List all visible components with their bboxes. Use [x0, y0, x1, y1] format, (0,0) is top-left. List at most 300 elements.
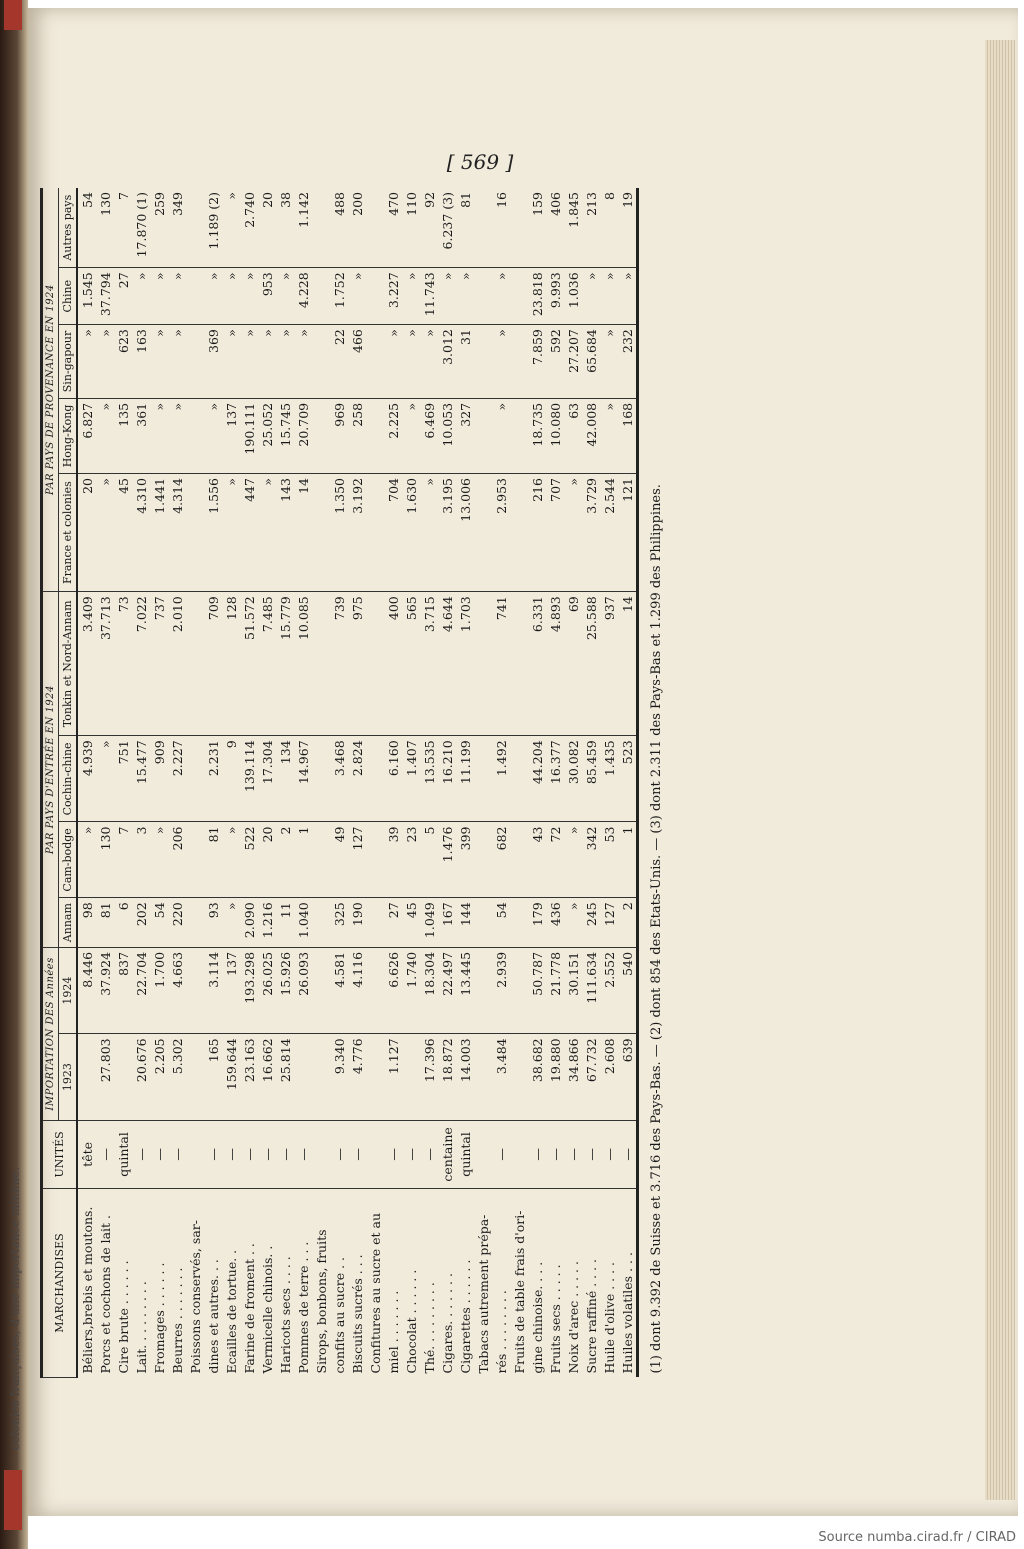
table-cell: 7	[114, 188, 132, 268]
table-cell: »	[222, 325, 240, 399]
table-cell	[366, 325, 384, 399]
table-cell	[366, 947, 384, 1033]
table-cell: 23.818	[528, 268, 546, 325]
table-cell: 406	[546, 188, 564, 268]
table-cell: 163	[132, 325, 150, 399]
table-cell: »	[618, 268, 638, 325]
table-cell: 27.207	[564, 325, 582, 399]
table-cell	[366, 592, 384, 736]
table-row	[420, 188, 438, 1378]
table-cell: 45	[402, 898, 420, 948]
table-cell	[312, 592, 330, 736]
table-cell: »	[96, 473, 114, 591]
table-cell: 14.967	[294, 736, 312, 822]
table-cell: 37.794	[96, 268, 114, 325]
table-cell: 258	[348, 398, 366, 473]
table-cell: 2.740	[240, 188, 258, 268]
col-singapour: Sin-gapour	[59, 325, 78, 399]
table-cell: 20.676	[132, 1034, 150, 1120]
table-cell: 23	[402, 822, 420, 898]
table-cell: »	[222, 822, 240, 898]
table-cell: 49	[330, 822, 348, 898]
table-cell: »	[276, 325, 294, 399]
table-row	[276, 188, 294, 1378]
table-cell: —	[150, 1120, 168, 1188]
table-cell	[474, 325, 492, 399]
table-cell: 6	[114, 898, 132, 948]
table-cell: 4.644	[438, 592, 456, 736]
table-cell	[312, 1034, 330, 1120]
table-cell: 1.752	[330, 268, 348, 325]
table-cell: 1.189 (2)	[204, 188, 222, 268]
table-cell: 2.608	[600, 1034, 618, 1120]
col-1923: 1923	[59, 1034, 78, 1120]
table-cell: 54	[77, 188, 96, 268]
table-row	[384, 188, 402, 1378]
table-cell: 121	[618, 473, 638, 591]
table-cell: 17.304	[258, 736, 276, 822]
table-cell: 8	[600, 188, 618, 268]
table-cell: 16.210	[438, 736, 456, 822]
row-label: Confitures au sucre et au	[367, 1213, 383, 1374]
col-cambodge: Cam-bodge	[59, 822, 78, 898]
table-cell: »	[276, 268, 294, 325]
table-cell: —	[294, 1120, 312, 1188]
table-cell: 466	[348, 325, 366, 399]
table-cell: 30.151	[564, 947, 582, 1033]
table-cell: 37.713	[96, 592, 114, 736]
table-cell: 9.340	[330, 1034, 348, 1120]
table-cell: 704	[384, 473, 402, 591]
table-cell: 25.814	[276, 1034, 294, 1120]
table-cell: 128	[222, 592, 240, 736]
table-cell	[186, 822, 204, 898]
table-cell: 135	[114, 398, 132, 473]
table-cell: 7.485	[258, 592, 276, 736]
table-cell: 4.310	[132, 473, 150, 591]
row-label: Farine de froment . .	[241, 1243, 257, 1374]
table-cell	[510, 188, 528, 268]
table-cell: 20	[258, 188, 276, 268]
group-provenance: PAR PAYS DE PROVENANCE EN 1924	[42, 188, 59, 592]
table-cell: 522	[240, 822, 258, 898]
table-cell: »	[402, 325, 420, 399]
table-cell: »	[168, 268, 186, 325]
table-row	[582, 188, 600, 1378]
table-cell	[474, 188, 492, 268]
row-label: Lait. . . . . . . . .	[133, 1281, 149, 1374]
table-cell: 14.003	[456, 1034, 474, 1120]
table-cell: 4.581	[330, 947, 348, 1033]
table-cell: —	[402, 1120, 420, 1188]
table-cell: 111.634	[582, 947, 600, 1033]
table-row	[348, 188, 366, 1378]
group-entry: PAR PAYS D'ENTRÉE EN 1924	[42, 592, 59, 948]
table-cell: »	[150, 398, 168, 473]
table-cell	[186, 898, 204, 948]
table-cell: 2	[618, 898, 638, 948]
table-cell: 1.036	[564, 268, 582, 325]
table-cell: 137	[222, 947, 240, 1033]
table-cell: 44.204	[528, 736, 546, 822]
page-number: [ 569 ]	[446, 150, 514, 174]
table-cell: »	[456, 268, 474, 325]
row-label: Vermicelle chinois. .	[259, 1245, 275, 1374]
table-cell: —	[528, 1120, 546, 1188]
table-cell: 18.735	[528, 398, 546, 473]
table-cell	[474, 268, 492, 325]
table-cell: 470	[384, 188, 402, 268]
table-cell: 7	[114, 822, 132, 898]
table-cell: 751	[114, 736, 132, 822]
table-cell: 159	[528, 188, 546, 268]
table-cell: 1.142	[294, 188, 312, 268]
table-cell: 400	[384, 592, 402, 736]
table-cell: 14	[294, 473, 312, 591]
table-cell: 165	[204, 1034, 222, 1120]
table-row	[618, 188, 638, 1378]
table-cell: 1.845	[564, 188, 582, 268]
table-row	[510, 188, 528, 1378]
table-cell: 2.227	[168, 736, 186, 822]
table-cell: 54	[150, 898, 168, 948]
table-cell	[312, 1120, 330, 1188]
table-cell	[366, 473, 384, 591]
table-cell: 2.953	[492, 473, 510, 591]
table-cell: —	[600, 1120, 618, 1188]
table-cell	[474, 947, 492, 1033]
row-label: Haricots secs . . . .	[277, 1256, 293, 1374]
table-cell: 220	[168, 898, 186, 948]
table-cell: »	[420, 473, 438, 591]
table-cell: 27.803	[96, 1034, 114, 1120]
row-label: dines et autres. . .	[205, 1259, 221, 1374]
table-cell: »	[402, 268, 420, 325]
table-cell: 1.435	[600, 736, 618, 822]
row-label: Poissons conservés, sar-	[187, 1220, 203, 1374]
table-cell: 540	[618, 947, 638, 1033]
table-row	[600, 188, 618, 1378]
table-cell	[510, 398, 528, 473]
row-label: Thé. . . . . . . . .	[421, 1282, 437, 1374]
table-cell: »	[258, 325, 276, 399]
table-cell: »	[77, 822, 96, 898]
table-cell: »	[600, 325, 618, 399]
table-cell: »	[564, 822, 582, 898]
table-cell: tête	[77, 1120, 96, 1188]
row-label: Cigares. . . . . . .	[439, 1273, 455, 1374]
table-cell: 2.205	[150, 1034, 168, 1120]
table-cell: 25.588	[582, 592, 600, 736]
table-cell: 488	[330, 188, 348, 268]
table-cell	[474, 898, 492, 948]
table-cell: —	[384, 1120, 402, 1188]
table-cell: 3.114	[204, 947, 222, 1033]
source-credit: Source numba.cirad.fr / CIRAD	[818, 1530, 1016, 1545]
table-cell: 1.040	[294, 898, 312, 948]
table-cell: 13.445	[456, 947, 474, 1033]
row-label: gine chinoise. . . .	[529, 1261, 545, 1374]
margin-text: colonies françaises, d'une importance minime.	[8, 1166, 22, 1450]
table-cell: 1.703	[456, 592, 474, 736]
table-row	[528, 188, 546, 1378]
table-cell: —	[564, 1120, 582, 1188]
table-cell: 15.477	[132, 736, 150, 822]
table-cell: 3.012	[438, 325, 456, 399]
table-cell: 17.396	[420, 1034, 438, 1120]
table-cell: 17.870 (1)	[132, 188, 150, 268]
table-cell: 20	[77, 473, 96, 591]
row-label: Huiles volatiles . . .	[618, 1189, 638, 1378]
table-cell: 3.195	[438, 473, 456, 591]
footnote: (1) dont 9.392 de Suisse et 3.716 des Pays-Bas. — (2) dont 854 des Etats-Unis. — (3) dont 2.311 des Pays-Bas et 1.299 des Philippines.	[648, 484, 664, 1374]
table-cell: 1.556	[204, 473, 222, 591]
table-cell: 436	[546, 898, 564, 948]
col-chine: Chine	[59, 268, 78, 325]
table-cell: »	[222, 473, 240, 591]
table-cell: 20.709	[294, 398, 312, 473]
table-cell: 51.572	[240, 592, 258, 736]
table-cell: »	[96, 325, 114, 399]
table-cell: 81	[204, 822, 222, 898]
table-cell: 42.008	[582, 398, 600, 473]
table-cell	[366, 898, 384, 948]
table-cell: 127	[600, 898, 618, 948]
table-cell: —	[330, 1120, 348, 1188]
table-cell	[366, 1120, 384, 1188]
table-cell: 969	[330, 398, 348, 473]
table-row	[240, 188, 258, 1378]
table-cell: 565	[402, 592, 420, 736]
table-cell: 3.715	[420, 592, 438, 736]
table-cell: »	[96, 736, 114, 822]
table-cell: 7.859	[528, 325, 546, 399]
table-row	[564, 188, 582, 1378]
table-cell: »	[582, 268, 600, 325]
table-cell	[474, 398, 492, 473]
table-cell: 1.700	[150, 947, 168, 1033]
table-cell: 137	[222, 398, 240, 473]
col-cochinchine: Cochin-chine	[59, 736, 78, 822]
table-cell	[366, 736, 384, 822]
table-cell: 216	[528, 473, 546, 591]
col-hong-kong: Hong-Kong	[59, 398, 78, 473]
col-annam: Annam	[59, 898, 78, 948]
table-cell: »	[600, 398, 618, 473]
row-label: Noix d'arec . . . . .	[565, 1261, 581, 1374]
table-cell: »	[150, 325, 168, 399]
table-cell: »	[402, 398, 420, 473]
table-cell: 27	[384, 898, 402, 948]
table-cell	[474, 736, 492, 822]
table-cell: 110	[402, 188, 420, 268]
table-cell: 3.192	[348, 473, 366, 591]
table-row	[312, 188, 330, 1378]
table-cell	[294, 1034, 312, 1120]
table-cell	[510, 325, 528, 399]
table-cell: 245	[582, 898, 600, 948]
table-row	[492, 188, 510, 1378]
table-cell: —	[582, 1120, 600, 1188]
table-cell: 1.127	[384, 1034, 402, 1120]
table-cell: 134	[276, 736, 294, 822]
table-cell: 179	[528, 898, 546, 948]
table-cell: »	[564, 473, 582, 591]
table-cell: 193.298	[240, 947, 258, 1033]
table-cell: —	[204, 1120, 222, 1188]
table-cell: 1.407	[402, 736, 420, 822]
table-cell: 4.314	[168, 473, 186, 591]
table-cell	[474, 1034, 492, 1120]
table-cell: 72	[546, 822, 564, 898]
table-cell: —	[96, 1120, 114, 1188]
table-row	[294, 188, 312, 1378]
table-cell	[510, 268, 528, 325]
table-cell: 19	[618, 188, 638, 268]
table-row	[77, 188, 96, 1378]
table-cell: 4.663	[168, 947, 186, 1033]
table-cell: 200	[348, 188, 366, 268]
binding-corner-bottom	[4, 1470, 22, 1530]
table-cell: 2.544	[600, 473, 618, 591]
table-cell: 739	[330, 592, 348, 736]
row-label: Beurres . . . . . . .	[169, 1267, 185, 1374]
col-autres: Autres pays	[59, 188, 78, 268]
table-cell: 3.468	[330, 736, 348, 822]
table-cell: 1.216	[258, 898, 276, 948]
table-cell: »	[168, 325, 186, 399]
col-1924: 1924	[59, 947, 78, 1033]
table-cell: 639	[618, 1034, 638, 1120]
table-cell: 30.082	[564, 736, 582, 822]
table-cell: 45	[114, 473, 132, 591]
table-cell: 327	[456, 398, 474, 473]
row-label: Huile d'olive . . . .	[601, 1261, 617, 1374]
row-label: Pommes de terre . . .	[295, 1241, 311, 1374]
table-cell: 31	[456, 325, 474, 399]
table-cell: 3.484	[492, 1034, 510, 1120]
table-cell: 16.377	[546, 736, 564, 822]
table-cell: 139.114	[240, 736, 258, 822]
table-row	[204, 188, 222, 1378]
table-cell: 1.630	[402, 473, 420, 591]
table-cell	[186, 398, 204, 473]
table-cell: 206	[168, 822, 186, 898]
table-cell	[186, 592, 204, 736]
table-cell: 159.644	[222, 1034, 240, 1120]
row-label: Biscuits sucrés . . .	[349, 1254, 365, 1374]
table-cell: 2.552	[600, 947, 618, 1033]
table-cell: 7.022	[132, 592, 150, 736]
table-cell: —	[618, 1120, 638, 1188]
table-cell	[366, 398, 384, 473]
table-cell: 98	[77, 898, 96, 948]
table-cell: 190	[348, 898, 366, 948]
table-cell	[186, 947, 204, 1033]
table-cell	[366, 1034, 384, 1120]
table-cell: 127	[348, 822, 366, 898]
row-label: Sucre raffiné . . . .	[583, 1258, 599, 1374]
row-label: Fruits de table frais d'ori-	[511, 1210, 527, 1374]
table-cell	[366, 268, 384, 325]
table-cell: 85.459	[582, 736, 600, 822]
table-cell: 399	[456, 822, 474, 898]
table-row	[186, 188, 204, 1378]
table-cell: 213	[582, 188, 600, 268]
table-cell: 2.010	[168, 592, 186, 736]
table-cell: 11	[276, 898, 294, 948]
table-cell: 4.776	[348, 1034, 366, 1120]
table-cell: 4.939	[77, 736, 96, 822]
table-cell: 26.025	[258, 947, 276, 1033]
table-cell: »	[222, 188, 240, 268]
table-cell: 54	[492, 898, 510, 948]
table-cell	[366, 822, 384, 898]
table-cell: 73	[114, 592, 132, 736]
table-cell: 2.824	[348, 736, 366, 822]
table-cell: 3.227	[384, 268, 402, 325]
table-cell	[510, 592, 528, 736]
table-cell: 26.093	[294, 947, 312, 1033]
col-france: France et colonies	[59, 473, 78, 591]
row-label: Sirops, bonbons, fruits	[313, 1229, 329, 1374]
table-cell	[510, 1120, 528, 1188]
table-cell: 1.049	[420, 898, 438, 948]
table-cell: 130	[96, 188, 114, 268]
table-cell: 10.080	[546, 398, 564, 473]
table-cell	[77, 1034, 96, 1120]
table-cell: quintal	[114, 1120, 132, 1188]
table-cell: 9	[222, 736, 240, 822]
table-cell: 22.704	[132, 947, 150, 1033]
table-cell: 4.893	[546, 592, 564, 736]
table-cell: 18.872	[438, 1034, 456, 1120]
table-cell	[312, 398, 330, 473]
col-merchandises: MARCHANDISES	[42, 1189, 78, 1378]
table-cell: 1.441	[150, 473, 168, 591]
table-cell: »	[96, 398, 114, 473]
table-row	[438, 188, 456, 1378]
table-cell: 709	[204, 592, 222, 736]
table-cell: 13.535	[420, 736, 438, 822]
table-cell: 447	[240, 473, 258, 591]
table-row	[150, 188, 168, 1378]
table-row	[222, 188, 240, 1378]
table-cell	[186, 1120, 204, 1188]
row-label: Ecailles de tortue. .	[223, 1249, 239, 1374]
table-cell: 6.160	[384, 736, 402, 822]
page-edges	[985, 40, 1015, 1500]
table-cell	[312, 325, 330, 399]
table-cell: 16.662	[258, 1034, 276, 1120]
table-cell: —	[546, 1120, 564, 1188]
table-cell: —	[348, 1120, 366, 1188]
table-cell: 25.052	[258, 398, 276, 473]
table-cell: 1	[618, 822, 638, 898]
table-cell	[402, 1034, 420, 1120]
table-cell: 67.732	[582, 1034, 600, 1120]
table-cell: 38	[276, 188, 294, 268]
table-cell: 63	[564, 398, 582, 473]
table-cell: 50.787	[528, 947, 546, 1033]
table-cell: 13.006	[456, 473, 474, 591]
table-cell: 14	[618, 592, 638, 736]
table-cell: —	[276, 1120, 294, 1188]
table-cell: 10.053	[438, 398, 456, 473]
table-cell: 2	[276, 822, 294, 898]
table-cell: 43	[528, 822, 546, 898]
row-label: Béliers,brebis et moutons.	[79, 1206, 95, 1374]
